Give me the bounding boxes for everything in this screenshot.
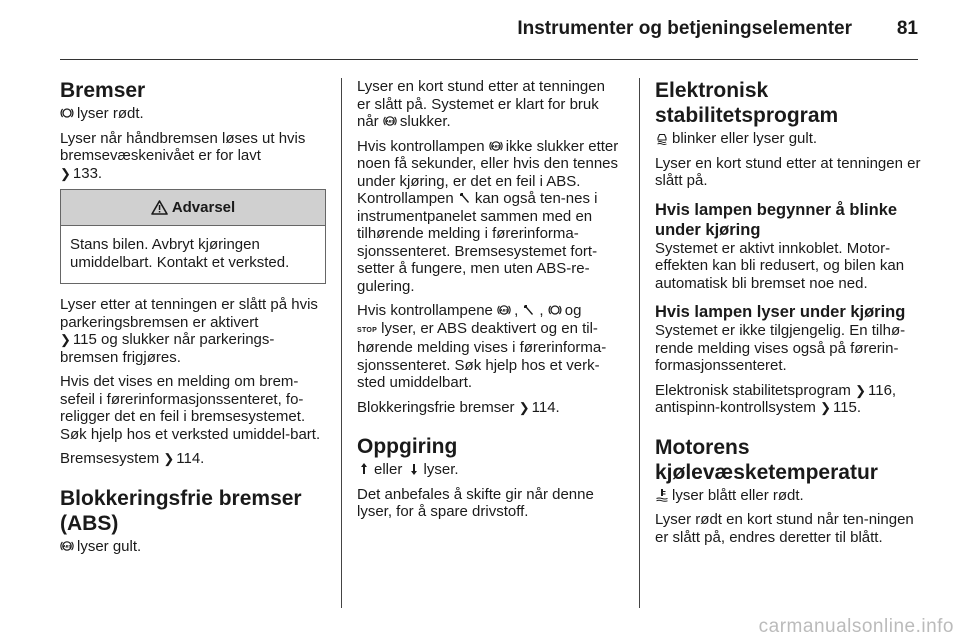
esp-car-icon [655,131,669,145]
header-rule [60,59,918,60]
section-title-brakes: Bremser [60,79,146,102]
section-title-coolant: Motorens kjølevæsketemperatur [655,435,878,484]
warning-header [61,190,325,226]
paragraph: blinker eller lyser gult. [655,130,923,148]
warning-title: Advarsel [171,199,236,216]
warning-body: Stans bilen. Avbryt kjøringen umiddelbart. Kontakt et verksted. [70,236,290,271]
column-3 [655,78,923,553]
reference-arrow-icon: ❯ [820,400,831,415]
paragraph: ABS lyser gult. [60,538,326,556]
column-2 [357,78,622,528]
svg-text:ABS: ABS [491,144,500,149]
paragraph: Lyser en kort stund etter at tenningen er slått på. Systemet er klart for bruk når ABS slukker. [357,78,605,130]
coolant-temperature-icon [655,488,669,502]
section-title-abs: Blokkeringsfrie bremser (ABS) [60,486,302,535]
brake-warning-icon [548,303,562,317]
paragraph: Lyser etter at tenningen er slått på hvis parkeringsbremsen er aktivert ❯ 115 og slukker når parkerings-bremsen frigjøres. [60,296,318,366]
subtitle-blinking: Hvis lampen begynner å blinke under kjøring [655,200,898,239]
reference-arrow-icon: ❯ [60,165,71,181]
warning-triangle-icon [151,200,168,215]
column-1 [60,78,326,562]
paragraph: Lyser når håndbremsen løses ut hvis bremsevæskenivået er for lavt ❯ 133. [60,129,306,182]
column-divider-1 [341,78,342,608]
paragraph: Bremsesystem ❯ 114. [60,450,205,467]
watermark: carmanualsonline.info [758,616,954,637]
reference-arrow-icon: ❯ [163,451,175,466]
section-title-esp: Elektronisk stabilitetsprogram [655,79,839,127]
paragraph: Systemet er ikke tilgjengelig. En tilhø-rende melding vises også på førerin-formasjonssenteret. [655,322,906,374]
paragraph: Blokkeringsfrie bremser ❯ 114. [357,398,560,416]
abs-icon [489,139,503,153]
paragraph: Lyser rødt en kort stund når ten-ningen er slått på, endres deretter til blått. [655,511,914,546]
warning-box [60,189,326,284]
section-title-upshift: Oppgiring [357,435,458,458]
paragraph: eller lyser. [357,461,622,479]
stop-icon: STOP [357,326,378,334]
downshift-icon [407,462,421,476]
paragraph: Elektronisk stabilitetsprogram ❯ 116, antispinn-kontrollsystem ❯ 115. [655,381,897,416]
svg-text:ABS: ABS [500,308,509,313]
brake-warning-icon [60,106,74,120]
svg-text:ABS: ABS [62,544,72,549]
paragraph: Hvis kontrollampene ABS , , og STOP lyser, er ABS deaktivert og en til-hørende melding vises i førerinforma-sjonssenteret. Søk hjelp hos et verk-sted umiddelbart. [357,302,607,391]
paragraph: Hvis kontrollampen ABS ikke slukker etter noen få sekunder, eller hvis den tennes under kjøring, er det en feil i ABS. Kontrollampen kan også ten-nes i instrumentpanelet sammen med en tilhørende melding i førerinforma-sjonssenteret. Bremsesystemet fort-setter å fungere, men uten ABS-re-gulering. [357,137,619,295]
page-number: 81 [896,18,918,39]
wrench-icon [458,191,472,205]
paragraph: Lyser en kort stund etter at tenningen er slått på. [655,154,921,189]
wrench-icon [522,303,536,317]
paragraph: lyser rødt. [60,105,326,123]
header-title: Instrumenter og betjeningselementer [517,18,852,39]
page-header [60,14,918,58]
reference-arrow-icon: ❯ [855,382,866,398]
upshift-icon [357,462,371,476]
abs-icon [60,539,74,553]
subtitle-lit: Hvis lampen lyser under kjøring [655,303,906,321]
svg-text:ABS: ABS [385,119,394,124]
reference-arrow-icon: ❯ [518,399,530,415]
paragraph: Systemet er aktivt innkoblet. Motor-effekten kan bli redusert, og bilen kan automatisk bli bremset noe ned. [655,239,905,292]
paragraph: lyser blått eller rødt. [655,487,923,505]
column-divider-2 [639,78,640,608]
paragraph: Det anbefales å skifte gir når denne lyser, for å spare drivstoff. [357,485,594,520]
paragraph: Hvis det vises en melding om brem-sefeil i førerinformasjonssenteret, fo-religger det en feil i bremsesystemet. Søk hjelp hos et verksted umiddel-bart. [60,373,321,443]
reference-arrow-icon: ❯ [60,332,71,347]
abs-icon [497,303,511,317]
abs-icon [383,114,397,128]
